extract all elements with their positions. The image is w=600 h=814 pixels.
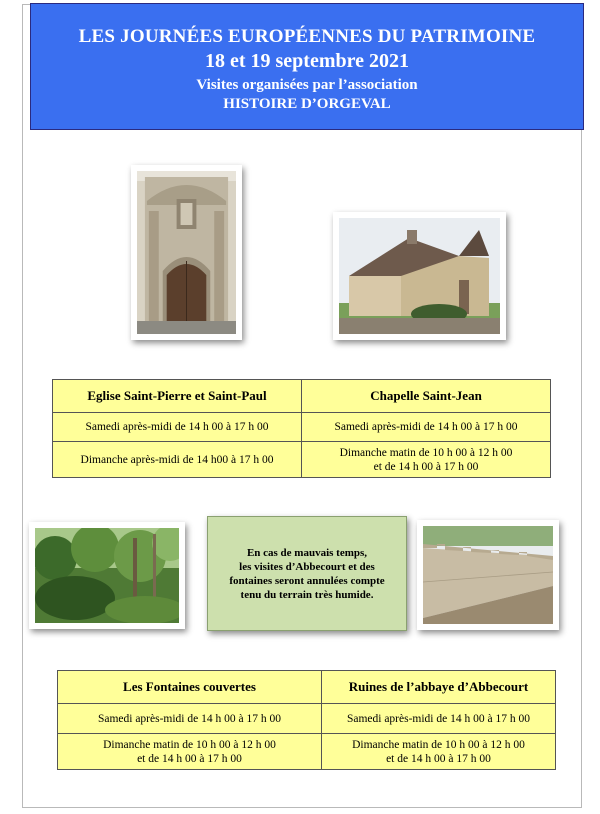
fontaines-sunday-morning: Dimanche matin de 10 h 00 à 12 h 00 — [103, 738, 276, 751]
weather-notice — [207, 516, 407, 631]
event-title: LES JOURNÉES EUROPÉENNES DU PATRIMOINE — [78, 26, 536, 47]
venue-eglise-title: Eglise Saint-Pierre et Saint-Paul — [53, 380, 302, 413]
abbaye-sunday-morning: Dimanche matin de 10 h 00 à 12 h 00 — [352, 738, 525, 751]
chapelle-sunday — [302, 442, 551, 478]
organizer-intro: Visites organisées par l’association — [196, 77, 418, 93]
chapelle-saturday: Samedi après-midi de 14 h 00 à 17 h 00 — [302, 413, 551, 442]
abbaye-sunday-afternoon: et de 14 h 00 à 17 h 00 — [386, 752, 491, 765]
event-dates: 18 et 19 septembre 2021 — [204, 50, 410, 72]
organizer-name: HISTOIRE D’ORGEVAL — [223, 96, 391, 112]
abbaye-sunday — [321, 734, 555, 770]
fontaines-sunday — [58, 734, 322, 770]
photo-chapel — [333, 212, 506, 340]
schedule-table-1 — [52, 379, 551, 478]
notice-line-2: les visites d’Abbecourt et des — [239, 560, 375, 573]
fontaines-sunday-afternoon: et de 14 h 00 à 17 h 00 — [137, 752, 242, 765]
chapel-image — [339, 218, 500, 334]
header-banner — [30, 3, 584, 130]
eglise-sunday: Dimanche après-midi de 14 h00 à 17 h 00 — [53, 442, 302, 478]
photo-church-portal — [131, 165, 242, 340]
abbaye-saturday: Samedi après-midi de 14 h 00 à 17 h 00 — [321, 704, 555, 734]
fontaines-saturday: Samedi après-midi de 14 h 00 à 17 h 00 — [58, 704, 322, 734]
photo-abbaye-ruins — [417, 520, 559, 630]
venue-fontaines-title: Les Fontaines couvertes — [58, 671, 322, 704]
forest-image — [35, 528, 179, 623]
schedule-table-2 — [57, 670, 556, 770]
eglise-saturday: Samedi après-midi de 14 h 00 à 17 h 00 — [53, 413, 302, 442]
ruin-wall-image — [423, 526, 553, 624]
chapelle-sunday-afternoon: et de 14 h 00 à 17 h 00 — [373, 460, 479, 473]
chapelle-sunday-morning: Dimanche matin de 10 h 00 à 12 h 00 — [339, 446, 513, 459]
notice-line-1: En cas de mauvais temps, — [246, 546, 368, 559]
photo-fontaines — [29, 522, 185, 629]
church-portal-image — [137, 171, 236, 334]
notice-line-4: tenu du terrain très humide. — [240, 588, 374, 601]
venue-chapelle-title: Chapelle Saint-Jean — [302, 380, 551, 413]
venue-abbaye-title: Ruines de l’abbaye d’Abbecourt — [321, 671, 555, 704]
notice-line-3: fontaines seront annulées compte — [229, 574, 385, 587]
